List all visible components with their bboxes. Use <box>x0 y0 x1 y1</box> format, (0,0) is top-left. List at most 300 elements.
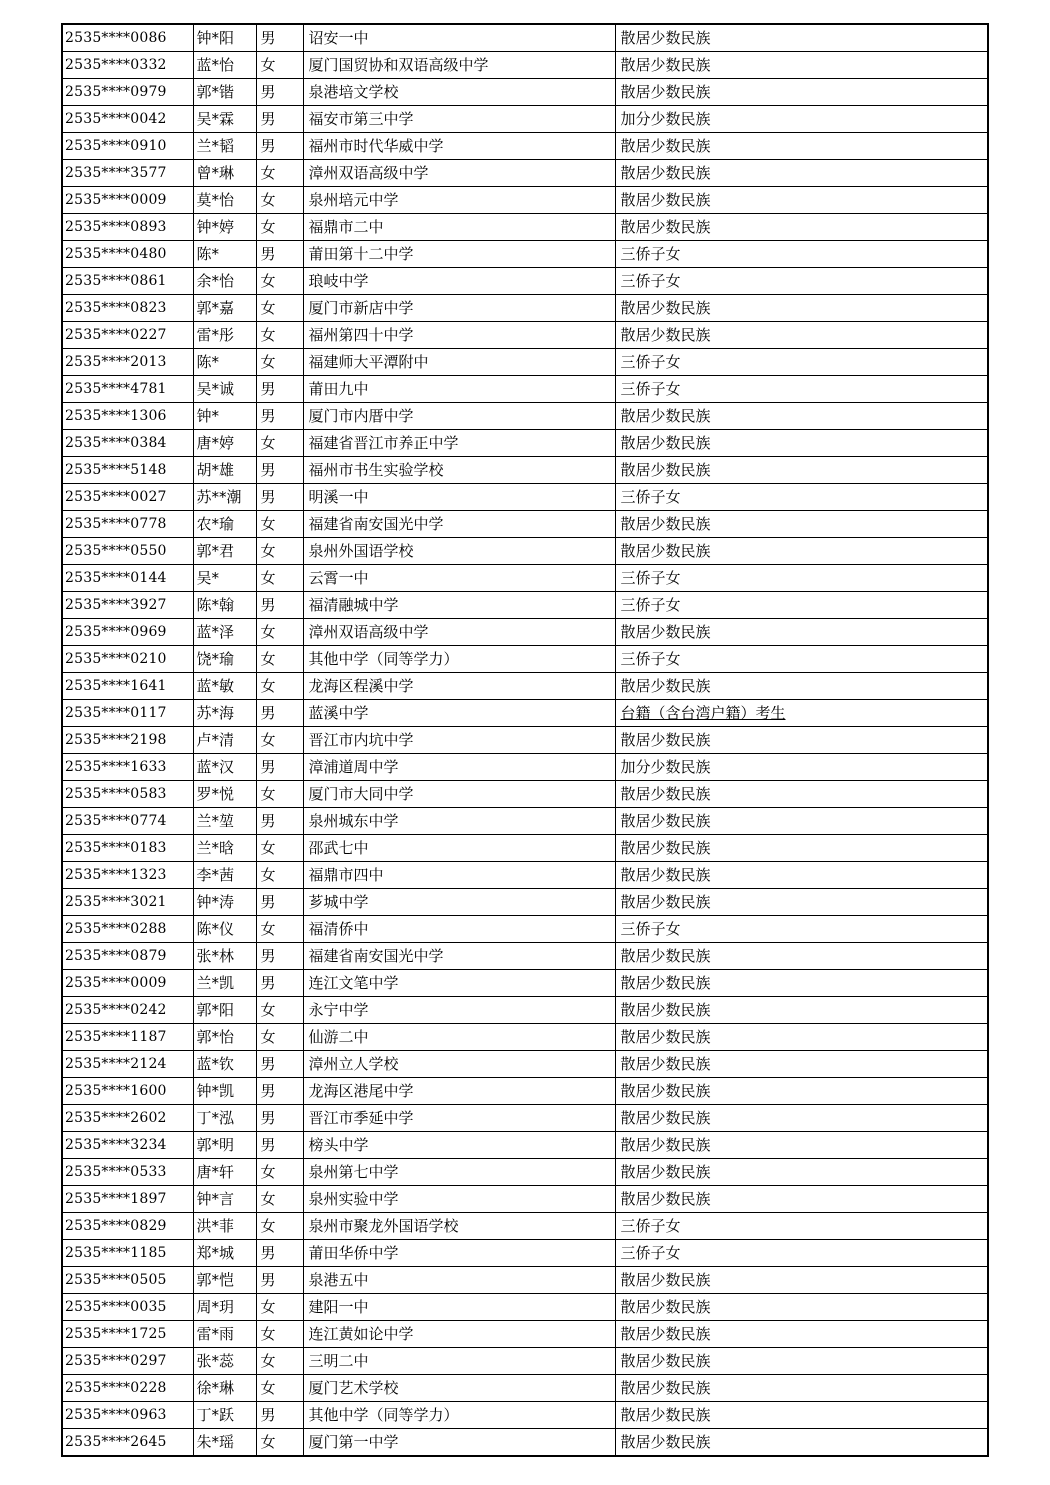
school-cell <box>303 943 615 970</box>
school-cell <box>303 511 615 538</box>
exam-id-text: 2535****4781 <box>65 381 167 397</box>
table-row <box>62 1024 988 1051</box>
school-cell <box>303 376 615 403</box>
school-text: 厦门市大同中学 <box>308 785 414 803</box>
exam-id-text: 2535****1323 <box>65 867 167 883</box>
category-cell <box>615 52 988 79</box>
student-name-text: 苏*海 <box>196 704 235 722</box>
student-name-cell <box>193 916 256 943</box>
student-name-text: 吴*诚 <box>196 380 235 398</box>
category-cell <box>615 1402 988 1429</box>
gender-cell <box>256 970 303 997</box>
school-cell <box>303 24 615 52</box>
school-cell <box>303 1429 615 1457</box>
table-row <box>62 916 988 943</box>
student-name-text: 吴*霖 <box>196 110 235 128</box>
category-cell <box>615 781 988 808</box>
category-text: 散居少数民族 <box>620 1163 711 1181</box>
gender-cell <box>256 1267 303 1294</box>
student-name-cell <box>193 1348 256 1375</box>
school-text: 莆田第十二中学 <box>308 245 414 263</box>
school-cell <box>303 1105 615 1132</box>
exam-id-text: 2535****0035 <box>65 1299 167 1315</box>
school-text: 明溪一中 <box>308 488 369 506</box>
gender-cell <box>256 187 303 214</box>
category-cell <box>615 565 988 592</box>
category-text: 三侨子女 <box>620 920 681 938</box>
category-cell <box>615 997 988 1024</box>
school-text: 漳浦道周中学 <box>308 758 399 776</box>
school-cell <box>303 997 615 1024</box>
exam-id-cell <box>62 160 193 187</box>
gender-cell <box>256 1321 303 1348</box>
student-name-text: 兰*凯 <box>196 974 235 992</box>
table-row <box>62 214 988 241</box>
gender-text: 男 <box>260 488 276 506</box>
exam-id-cell <box>62 673 193 700</box>
exam-id-text: 2535****1600 <box>65 1083 167 1099</box>
category-text: 三侨子女 <box>620 569 681 587</box>
school-text: 琅岐中学 <box>308 272 369 290</box>
school-text: 其他中学（同等学力） <box>308 650 459 668</box>
student-name-cell <box>193 862 256 889</box>
student-name-text: 蓝*怡 <box>196 56 235 74</box>
gender-cell <box>256 1159 303 1186</box>
table-row <box>62 997 988 1024</box>
gender-cell <box>256 754 303 781</box>
gender-cell <box>256 430 303 457</box>
gender-text: 女 <box>260 677 276 695</box>
gender-cell <box>256 1213 303 1240</box>
exam-id-text: 2535****1306 <box>65 408 167 424</box>
category-text: 散居少数民族 <box>620 461 711 479</box>
category-cell <box>615 295 988 322</box>
exam-id-text: 2535****2013 <box>65 354 167 370</box>
exam-id-cell <box>62 1078 193 1105</box>
exam-id-cell <box>62 835 193 862</box>
exam-id-text: 2535****3927 <box>65 597 167 613</box>
student-name-text: 丁*跃 <box>196 1406 235 1424</box>
category-cell <box>615 1132 988 1159</box>
exam-id-text: 2535****0480 <box>65 246 167 262</box>
gender-cell <box>256 565 303 592</box>
category-cell <box>615 430 988 457</box>
exam-id-text: 2535****0144 <box>65 570 167 586</box>
school-cell <box>303 1267 615 1294</box>
student-name-text: 郭*怡 <box>196 1028 235 1046</box>
student-name-cell <box>193 349 256 376</box>
gender-cell <box>256 241 303 268</box>
category-text: 散居少数民族 <box>620 1109 711 1127</box>
exam-id-text: 2535****3021 <box>65 894 167 910</box>
table-row <box>62 1375 988 1402</box>
school-text: 福安市第三中学 <box>308 110 414 128</box>
category-cell <box>615 133 988 160</box>
exam-id-text: 2535****0969 <box>65 624 167 640</box>
school-cell <box>303 241 615 268</box>
table-row <box>62 1132 988 1159</box>
gender-cell <box>256 916 303 943</box>
gender-cell <box>256 52 303 79</box>
school-text: 泉州城东中学 <box>308 812 399 830</box>
student-name-text: 李*茜 <box>196 866 235 884</box>
table-row <box>62 1051 988 1078</box>
gender-text: 男 <box>260 29 276 47</box>
student-name-cell <box>193 484 256 511</box>
gender-cell <box>256 943 303 970</box>
category-cell <box>615 1294 988 1321</box>
gender-text: 男 <box>260 812 276 830</box>
category-cell <box>615 1429 988 1457</box>
school-text: 晋江市内坑中学 <box>308 731 414 749</box>
student-name-text: 胡*雄 <box>196 461 235 479</box>
gender-cell <box>256 808 303 835</box>
student-name-cell <box>193 1402 256 1429</box>
table-row <box>62 403 988 430</box>
gender-text: 女 <box>260 218 276 236</box>
exam-id-text: 2535****3577 <box>65 165 167 181</box>
category-text: 散居少数民族 <box>620 542 711 560</box>
category-cell <box>615 1267 988 1294</box>
student-name-cell <box>193 889 256 916</box>
school-text: 福鼎市二中 <box>308 218 384 236</box>
exam-id-cell <box>62 1375 193 1402</box>
student-roster-table <box>61 23 989 1457</box>
category-text: 散居少数民族 <box>620 731 711 749</box>
student-name-cell <box>193 457 256 484</box>
gender-cell <box>256 646 303 673</box>
school-cell <box>303 1078 615 1105</box>
gender-cell <box>256 484 303 511</box>
gender-cell <box>256 862 303 889</box>
student-name-text: 雷*彤 <box>196 326 235 344</box>
category-text: 三侨子女 <box>620 272 681 290</box>
gender-text: 女 <box>260 326 276 344</box>
student-name-cell <box>193 106 256 133</box>
table-row <box>62 592 988 619</box>
category-cell <box>615 754 988 781</box>
category-cell <box>615 24 988 52</box>
exam-id-text: 2535****2124 <box>65 1056 167 1072</box>
gender-cell <box>256 457 303 484</box>
exam-id-cell <box>62 754 193 781</box>
gender-cell <box>256 295 303 322</box>
student-name-text: 蓝*钦 <box>196 1055 235 1073</box>
gender-text: 男 <box>260 1271 276 1289</box>
exam-id-text: 2535****0227 <box>65 327 167 343</box>
student-name-text: 郭*君 <box>196 542 235 560</box>
gender-text: 女 <box>260 866 276 884</box>
exam-id-cell <box>62 349 193 376</box>
category-cell <box>615 322 988 349</box>
gender-cell <box>256 214 303 241</box>
student-name-text: 钟*涛 <box>196 893 235 911</box>
category-text: 散居少数民族 <box>620 137 711 155</box>
table-row <box>62 268 988 295</box>
gender-text: 女 <box>260 1217 276 1235</box>
gender-cell <box>256 1429 303 1457</box>
table-row <box>62 970 988 997</box>
exam-id-cell <box>62 862 193 889</box>
gender-text: 男 <box>260 947 276 965</box>
gender-cell <box>256 1375 303 1402</box>
gender-cell <box>256 133 303 160</box>
exam-id-cell <box>62 1348 193 1375</box>
gender-cell <box>256 79 303 106</box>
category-text: 三侨子女 <box>620 353 681 371</box>
gender-cell <box>256 1186 303 1213</box>
table-row <box>62 1348 988 1375</box>
category-text: 散居少数民族 <box>620 434 711 452</box>
student-name-cell <box>193 52 256 79</box>
category-cell <box>615 79 988 106</box>
student-name-cell <box>193 214 256 241</box>
school-text: 榜头中学 <box>308 1136 369 1154</box>
exam-id-cell <box>62 295 193 322</box>
exam-id-text: 2535****0042 <box>65 111 167 127</box>
gender-cell <box>256 889 303 916</box>
category-cell <box>615 1186 988 1213</box>
category-text: 散居少数民族 <box>620 1136 711 1154</box>
category-cell <box>615 1105 988 1132</box>
school-cell <box>303 862 615 889</box>
gender-cell <box>256 997 303 1024</box>
table-row <box>62 889 988 916</box>
table-row <box>62 1078 988 1105</box>
category-text: 散居少数民族 <box>620 299 711 317</box>
gender-cell <box>256 268 303 295</box>
gender-text: 男 <box>260 1055 276 1073</box>
exam-id-cell <box>62 970 193 997</box>
table-row <box>62 24 988 52</box>
student-name-text: 陈*仪 <box>196 920 235 938</box>
school-text: 芗城中学 <box>308 893 369 911</box>
school-text: 晋江市季延中学 <box>308 1109 414 1127</box>
gender-cell <box>256 727 303 754</box>
student-name-text: 雷*雨 <box>196 1325 235 1343</box>
category-text: 散居少数民族 <box>620 1325 711 1343</box>
category-text: 散居少数民族 <box>620 839 711 857</box>
exam-id-text: 2535****1897 <box>65 1191 167 1207</box>
exam-id-text: 2535****3234 <box>65 1137 167 1153</box>
category-text: 散居少数民族 <box>620 1379 711 1397</box>
gender-cell <box>256 322 303 349</box>
school-cell <box>303 565 615 592</box>
gender-text: 女 <box>260 1028 276 1046</box>
category-cell <box>615 943 988 970</box>
gender-text: 男 <box>260 1109 276 1127</box>
exam-id-text: 2535****0242 <box>65 1002 167 1018</box>
gender-text: 女 <box>260 191 276 209</box>
gender-text: 女 <box>260 1298 276 1316</box>
gender-text: 男 <box>260 110 276 128</box>
gender-text: 男 <box>260 596 276 614</box>
student-name-cell <box>193 1159 256 1186</box>
school-text: 福鼎市四中 <box>308 866 384 884</box>
student-name-text: 陈*翰 <box>196 596 235 614</box>
school-text: 福州市书生实验学校 <box>308 461 444 479</box>
school-text: 龙海区程溪中学 <box>308 677 414 695</box>
school-cell <box>303 457 615 484</box>
exam-id-cell <box>62 133 193 160</box>
school-text: 泉州培元中学 <box>308 191 399 209</box>
student-name-text: 卢*清 <box>196 731 235 749</box>
category-cell <box>615 862 988 889</box>
gender-text: 男 <box>260 407 276 425</box>
gender-text: 女 <box>260 299 276 317</box>
gender-text: 女 <box>260 1190 276 1208</box>
school-text: 永宁中学 <box>308 1001 369 1019</box>
school-cell <box>303 349 615 376</box>
student-name-cell <box>193 24 256 52</box>
student-name-cell <box>193 241 256 268</box>
category-text: 台籍（含台湾户籍）考生 <box>620 704 786 722</box>
school-text: 福清侨中 <box>308 920 369 938</box>
category-cell <box>615 619 988 646</box>
exam-id-cell <box>62 889 193 916</box>
table-row <box>62 835 988 862</box>
table-row <box>62 700 988 727</box>
exam-id-cell <box>62 997 193 1024</box>
category-cell <box>615 1159 988 1186</box>
school-cell <box>303 79 615 106</box>
category-cell <box>615 592 988 619</box>
category-cell <box>615 538 988 565</box>
school-text: 福建师大平潭附中 <box>308 353 429 371</box>
category-cell <box>615 1078 988 1105</box>
exam-id-text: 2535****2645 <box>65 1434 167 1450</box>
school-text: 福州市时代华威中学 <box>308 137 444 155</box>
exam-id-text: 2535****0879 <box>65 948 167 964</box>
student-name-cell <box>193 1186 256 1213</box>
category-text: 加分少数民族 <box>620 110 711 128</box>
gender-cell <box>256 24 303 52</box>
exam-id-text: 2535****1633 <box>65 759 167 775</box>
school-cell <box>303 889 615 916</box>
school-cell <box>303 1240 615 1267</box>
category-cell <box>615 484 988 511</box>
student-name-cell <box>193 1078 256 1105</box>
exam-id-cell <box>62 457 193 484</box>
table-row <box>62 1429 988 1457</box>
gender-text: 女 <box>260 1352 276 1370</box>
student-name-cell <box>193 430 256 457</box>
exam-id-text: 2535****0027 <box>65 489 167 505</box>
category-text: 散居少数民族 <box>620 218 711 236</box>
category-text: 三侨子女 <box>620 1244 681 1262</box>
student-name-cell <box>193 808 256 835</box>
gender-cell <box>256 673 303 700</box>
category-cell <box>615 376 988 403</box>
gender-text: 女 <box>260 56 276 74</box>
exam-id-cell <box>62 241 193 268</box>
gender-text: 男 <box>260 461 276 479</box>
exam-id-text: 2535****0774 <box>65 813 167 829</box>
category-cell <box>615 511 988 538</box>
school-text: 泉州实验中学 <box>308 1190 399 1208</box>
school-text: 漳州双语高级中学 <box>308 623 429 641</box>
student-name-text: 莫*怡 <box>196 191 235 209</box>
category-text: 三侨子女 <box>620 596 681 614</box>
student-name-cell <box>193 1213 256 1240</box>
gender-text: 女 <box>260 1325 276 1343</box>
student-name-text: 吴* <box>196 569 220 587</box>
school-text: 建阳一中 <box>308 1298 369 1316</box>
table-row <box>62 295 988 322</box>
exam-id-text: 2535****0861 <box>65 273 167 289</box>
exam-id-text: 2535****0778 <box>65 516 167 532</box>
school-cell <box>303 1321 615 1348</box>
table-row <box>62 673 988 700</box>
school-cell <box>303 1213 615 1240</box>
category-cell <box>615 916 988 943</box>
gender-text: 男 <box>260 893 276 911</box>
exam-id-text: 2535****0086 <box>65 30 167 46</box>
exam-id-cell <box>62 1024 193 1051</box>
category-cell <box>615 673 988 700</box>
exam-id-cell <box>62 52 193 79</box>
category-cell <box>615 1213 988 1240</box>
category-text: 三侨子女 <box>620 488 681 506</box>
gender-cell <box>256 1051 303 1078</box>
category-cell <box>615 1375 988 1402</box>
exam-id-cell <box>62 565 193 592</box>
exam-id-text: 2535****0505 <box>65 1272 167 1288</box>
school-cell <box>303 1159 615 1186</box>
student-name-text: 郭*嘉 <box>196 299 235 317</box>
category-cell <box>615 889 988 916</box>
student-name-cell <box>193 565 256 592</box>
category-cell <box>615 835 988 862</box>
gender-cell <box>256 160 303 187</box>
category-text: 三侨子女 <box>620 650 681 668</box>
student-name-text: 钟*言 <box>196 1190 235 1208</box>
gender-text: 女 <box>260 623 276 641</box>
student-name-cell <box>193 160 256 187</box>
exam-id-cell <box>62 322 193 349</box>
student-name-cell <box>193 943 256 970</box>
exam-id-text: 2535****0297 <box>65 1353 167 1369</box>
school-cell <box>303 430 615 457</box>
exam-id-text: 2535****0117 <box>65 705 167 721</box>
student-name-text: 张*林 <box>196 947 235 965</box>
gender-cell <box>256 511 303 538</box>
school-cell <box>303 268 615 295</box>
student-name-cell <box>193 1240 256 1267</box>
student-name-cell <box>193 1321 256 1348</box>
table-row <box>62 52 988 79</box>
student-name-cell <box>193 970 256 997</box>
school-cell <box>303 160 615 187</box>
category-cell <box>615 268 988 295</box>
gender-cell <box>256 1105 303 1132</box>
student-name-cell <box>193 322 256 349</box>
student-name-cell <box>193 1429 256 1457</box>
gender-text: 女 <box>260 164 276 182</box>
exam-id-cell <box>62 700 193 727</box>
table-row <box>62 565 988 592</box>
gender-cell <box>256 403 303 430</box>
category-text: 散居少数民族 <box>620 866 711 884</box>
category-text: 散居少数民族 <box>620 947 711 965</box>
student-name-text: 徐*琳 <box>196 1379 235 1397</box>
table-row <box>62 160 988 187</box>
school-text: 泉港五中 <box>308 1271 369 1289</box>
gender-cell <box>256 1078 303 1105</box>
student-name-text: 郭*明 <box>196 1136 235 1154</box>
exam-id-text: 2535****2602 <box>65 1110 167 1126</box>
exam-id-cell <box>62 538 193 565</box>
